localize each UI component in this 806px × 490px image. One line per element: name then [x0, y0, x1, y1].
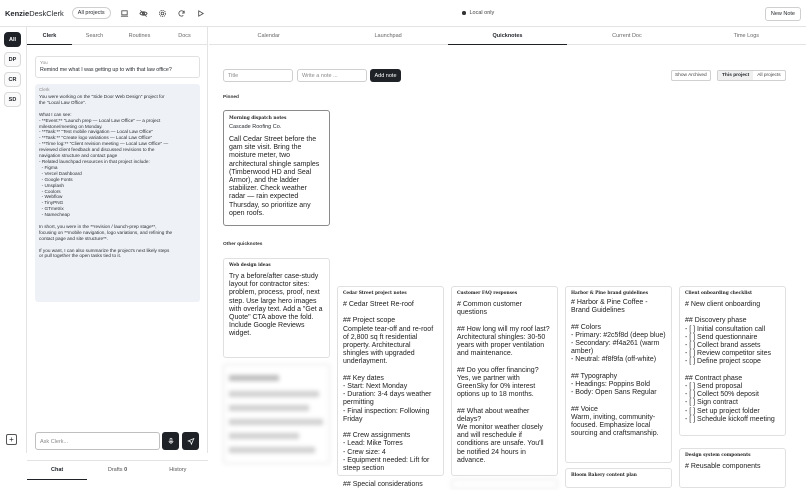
assistant-message-line: - Webflow: [39, 194, 63, 200]
note-title: Client onboarding checklist: [685, 291, 752, 296]
note-title: Bloom Bakery content plan: [571, 473, 637, 478]
rail-item-all[interactable]: All: [4, 32, 21, 47]
tab-calendar[interactable]: Calendar: [257, 33, 280, 39]
blurred-note-card[interactable]: [451, 479, 558, 489]
user-message: [35, 56, 200, 78]
play-icon[interactable]: [196, 8, 206, 18]
gear-icon[interactable]: [158, 8, 168, 18]
tab-quicknotes[interactable]: Quicknotes: [448, 27, 567, 44]
assistant-message-line: milestone/meeting on Monday.: [39, 123, 103, 129]
project-filter-chip[interactable]: All projects: [72, 7, 111, 19]
tab-routines[interactable]: Routines: [128, 33, 151, 39]
assistant-message-line: - Related launchpad resources in that project include:: [39, 158, 150, 164]
assistant-message-line: focusing on **mobile navigation, logo variations, and refining the: [39, 229, 173, 235]
local-status: Local only: [462, 10, 494, 16]
rail-item-dp[interactable]: DP: [4, 52, 21, 67]
tab-current-doc[interactable]: Current Doc: [612, 33, 642, 39]
tab-docs[interactable]: Docs: [178, 33, 191, 39]
note-project: Cascade Roofing Co.: [229, 124, 282, 130]
note-title: Morning dispatch notes: [229, 116, 287, 121]
note-card[interactable]: [451, 286, 558, 476]
note-card[interactable]: [679, 286, 786, 436]
assistant-message-line: - GTmetrix: [39, 206, 64, 212]
drafts-count: 0: [124, 467, 128, 473]
refresh-icon[interactable]: [177, 8, 187, 18]
assistant-message-line: - Figma: [39, 164, 58, 170]
tab-chat[interactable]: Chat: [27, 461, 87, 480]
ask-clerk-input[interactable]: Ask Clerk...: [35, 432, 160, 450]
add-project-icon[interactable]: +: [6, 434, 17, 445]
note-body: # Common customer questions ## How long will my roof last? Architectural shingles: 30-50 years with proper ventilation and maintenance. ## Do you offer financing? Yes, we partner with GreenSky for 0% interest options up to 18 months. ## What about weather delays? We monitor weather closely and will reschedule if conditions are unsafe. You'll be notified 24 hours in advance.: [457, 301, 550, 464]
clerk-tabs: [27, 27, 207, 45]
add-note-button[interactable]: Add note: [370, 69, 401, 82]
note-title: Cedar Street project notes: [343, 291, 407, 296]
assistant-message-text: [39, 94, 196, 259]
app-brand: KenzieDeskClerk: [5, 8, 64, 18]
assistant-message-line: navigation structure and contact page: [39, 153, 118, 159]
assistant-message-line: - Vercel Dashboard: [39, 170, 82, 176]
other-quicknotes-heading: Other quicknotes: [223, 242, 263, 247]
assistant-message-label: Clerk: [39, 87, 50, 92]
blurred-note-card[interactable]: [223, 364, 330, 464]
note-title: Harbor & Pine brand guidelines: [571, 291, 649, 296]
note-title-input[interactable]: Title: [223, 69, 293, 82]
note-body: # New client onboarding ## Discovery phase - [ ] Initial consultation call - [ ] Send questionnaire - [ ] Collect brand assets - [ ] Review competitor sites - [ ] Define project scope ## Contract phase - [ ] Send proposal - [ ] Collect 50% deposit - [ ] Sign contract - [ ] Set up project folder - [ ] Schedule kickoff meeting: [685, 301, 775, 423]
assistant-message-line: contact page and site structure**.: [39, 235, 109, 241]
pinned-heading: Pinned: [223, 95, 239, 100]
rail-item-sd[interactable]: SD: [4, 92, 21, 107]
assistant-message-line: or pull together the open tasks tied to it.: [39, 253, 122, 259]
assistant-message-line: - **Event:** "Launch prep — Local Law Office" — a project: [39, 117, 161, 123]
project-rail: [0, 27, 27, 453]
rail-item-cr[interactable]: CR: [4, 72, 21, 87]
send-button[interactable]: [182, 432, 199, 450]
microphone-icon: [167, 437, 175, 445]
note-card[interactable]: [679, 448, 786, 488]
eye-off-icon[interactable]: [139, 8, 149, 18]
assistant-message-line: You were working on the "Side Door Web Design" project for: [39, 94, 165, 99]
scope-toggle: [717, 70, 786, 81]
tab-search[interactable]: Search: [85, 33, 104, 39]
assistant-message-line: - Google Fonts: [39, 176, 73, 182]
microphone-button[interactable]: [162, 432, 179, 450]
chat-bottom-tabs: [27, 460, 208, 480]
new-note-button[interactable]: New Note: [765, 7, 801, 21]
assistant-message-line: - **Task:** "Create logo variations — Local Law Office": [39, 135, 153, 141]
status-dot-icon: [462, 11, 466, 15]
note-body: Try a before/after case-study layout for contractor sites: problem, process, proof, next step. Use large hero images with overlay text. Add a "Get a Quote" CTA above the fold. Include Google Reviews widget.: [229, 273, 325, 338]
note-body: # Harbor & Pine Coffee - Brand Guidelines ## Colors - Primary: #2c5f8d (deep blue) - Secondary: #f4a261 (warm amber) - Neutral: #f8f9fa (off-white) ## Typography - Headings: Poppins Bold - Body: Open Sans Regular ## Voice Warm, inviting, community-focused. Emphasize local sourcing and craftsmanship.: [571, 299, 666, 438]
note-body: # Reusable components: [685, 463, 761, 470]
top-bar: [0, 0, 806, 27]
note-body: Call Cedar Street before the gam site visit. Bring the moisture meter, two architectural shingle samples (Timberwood HD and Seal Armor), and the ladder stabilizer. Check weather radar — rain expected Thursday, so prioritize any open roofs.: [229, 136, 322, 217]
note-card[interactable]: [223, 258, 330, 358]
assistant-message-line: reviewed client feedback and discussed revisions to the: [39, 147, 155, 153]
assistant-message-line: - **Task:** "Test mobile navigation — Local Law Office": [39, 129, 153, 135]
assistant-message-line: - Namecheap: [39, 212, 70, 218]
note-title: Design system components: [685, 453, 751, 458]
note-title: Web design ideas: [229, 263, 271, 268]
pinned-note-card[interactable]: [223, 110, 330, 226]
main-panel: [209, 27, 806, 489]
note-card[interactable]: [337, 286, 444, 489]
assistant-message-line: If you want, I can also summarize the project's next likely steps: [39, 247, 170, 253]
tab-launchpad[interactable]: Launchpad: [374, 33, 402, 39]
note-card[interactable]: [565, 468, 672, 488]
note-body-input[interactable]: Write a note ...: [297, 69, 367, 82]
note-title: Customer FAQ responses: [457, 291, 518, 296]
laptop-icon[interactable]: [120, 8, 130, 18]
scope-all-projects[interactable]: All projects: [757, 73, 781, 78]
assistant-message-line: - Unsplash: [39, 182, 65, 188]
scope-this-project[interactable]: This project: [718, 71, 753, 80]
note-body: # Cedar Street Re-roof ## Project scope Complete tear-off and re-roof of 2,800 sq ft residential property. Architectural shingles with upgraded underlayment. ## Key dates - Start: Next Monday - Duration: 3-4 days weather permitting - Final inspection: Following Friday ## Crew assignments - Lead: Mike Torres - Crew size: 4 - Equipment needed: Lift for steep section ## Special considerations: [343, 301, 434, 489]
assistant-message-line: - Coolors: [39, 188, 61, 194]
assistant-message: [35, 84, 200, 302]
assistant-message-line: - TinyPNG: [39, 200, 64, 206]
assistant-message-line: - **Time log:** "Client revision meeting — Local Law Office" —: [39, 141, 169, 147]
tab-time-logs[interactable]: Time Logs: [733, 33, 760, 39]
send-icon: [187, 437, 195, 445]
clerk-panel: [27, 27, 208, 473]
tab-clerk[interactable]: Clerk: [27, 27, 72, 44]
note-card[interactable]: [565, 286, 672, 463]
assistant-message-line: What I can see:: [39, 111, 72, 117]
show-archived-button[interactable]: Show Archived: [671, 70, 711, 81]
assistant-message-line: the "Local Law Office".: [39, 99, 87, 105]
tab-drafts[interactable]: Drafts 0: [107, 467, 128, 473]
tab-history[interactable]: History: [169, 467, 187, 473]
user-message-text: Remind me what I was getting up to with that law office?: [40, 67, 172, 73]
user-message-label: You: [40, 60, 48, 65]
assistant-message-line: In short, you were in the **revision / launch-prep stage**,: [39, 223, 157, 229]
main-tabs: [209, 27, 806, 45]
